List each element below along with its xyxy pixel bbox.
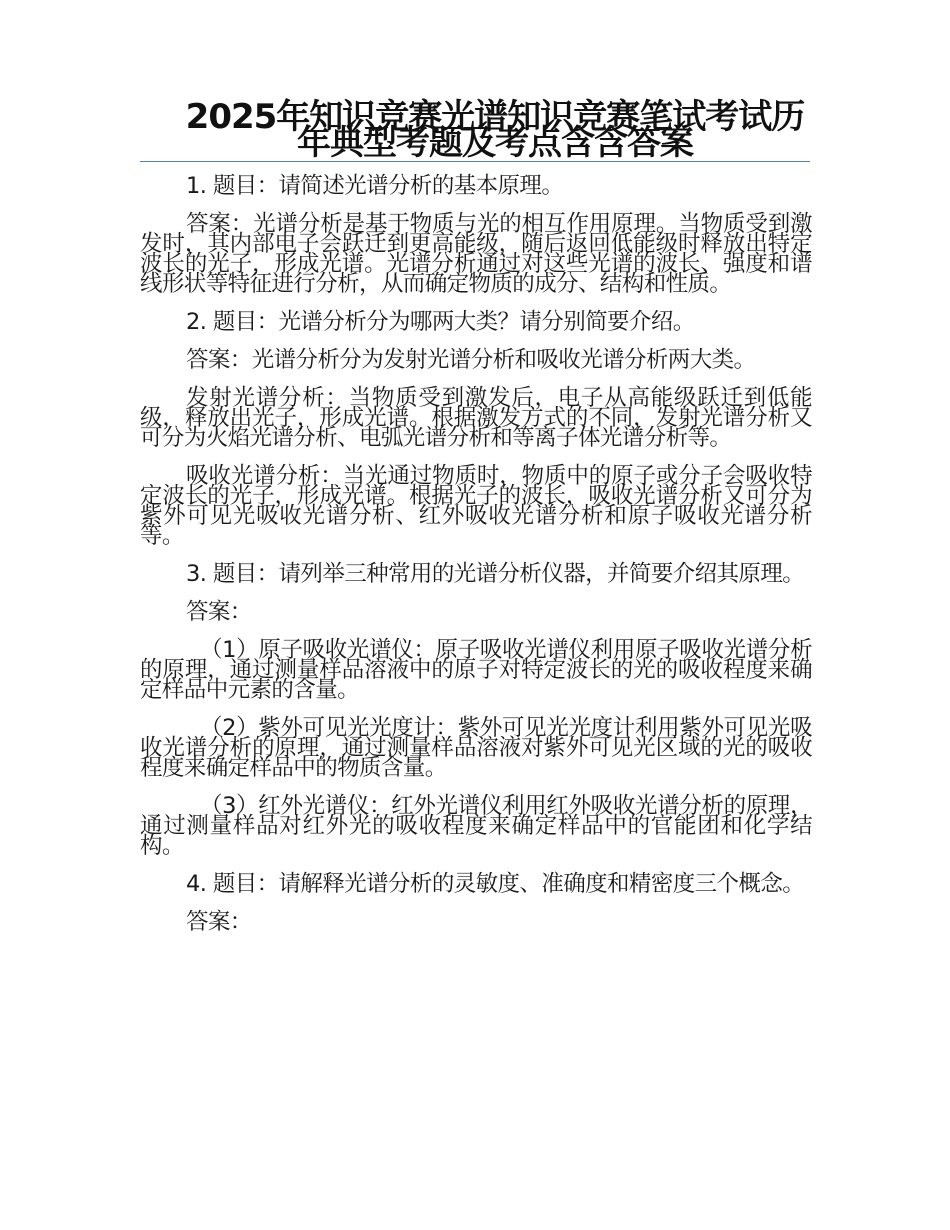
answer-3-item-2: （2）紫外可见光光度计：紫外可见光光度计利用紫外可见光吸收光谱分析的原理，通过测量样品溶液对紫外可见光区域的光的吸收程度来确定样品中的物质含量。	[140, 715, 812, 781]
document-body	[140, 173, 812, 950]
answer-3-item-3: （3）红外光谱仪：红外光谱仪利用红外吸收光谱分析的原理，通过测量样品对红外光的吸收程度来确定样品中的官能团和化学结构。	[140, 793, 812, 859]
answer-1: 答案：光谱分析是基于物质与光的相互作用原理。当物质受到激发时，其内部电子会跃迁到更高能级，随后返回低能级时释放出特定波长的光子，形成光谱。光谱分析通过对这些光谱的波长、强度和谱线形状等特征进行分析，从而确定物质的成分、结构和性质。	[140, 211, 812, 297]
answer-2-emission: 发射光谱分析：当物质受到激发后，电子从高能级跃迁到低能级，释放出光子，形成光谱。根据激发方式的不同，发射光谱分析又可分为火焰光谱分析、电弧光谱分析和等离子体光谱分析等。	[140, 385, 812, 451]
question-2: 2. 题目：光谱分析分为哪两大类？请分别简要介绍。	[186, 309, 695, 335]
answer-3-item-1: （1）原子吸收光谱仪：原子吸收光谱仪利用原子吸收光谱分析的原理，通过测量样品溶液中的原子对特定波长的光的吸收程度来确定样品中元素的含量。	[140, 637, 812, 703]
question-1: 1. 题目：请简述光谱分析的基本原理。	[186, 173, 564, 199]
question-3: 3. 题目：请列举三种常用的光谱分析仪器，并简要介绍其原理。	[186, 561, 805, 587]
answer-3-label: 答案：	[186, 599, 252, 625]
answer-2: 答案：光谱分析分为发射光谱分析和吸收光谱分析两大类。	[186, 347, 756, 373]
answer-2-absorption: 吸收光谱分析：当光通过物质时，物质中的原子或分子会吸收特定波长的光子，形成光谱。根据光子的波长，吸收光谱分析又可分为紫外可见光吸收光谱分析、红外吸收光谱分析和原子吸收光谱分析等。	[140, 463, 812, 549]
question-4: 4. 题目：请解释光谱分析的灵敏度、准确度和精密度三个概念。	[186, 871, 805, 897]
answer-4-label: 答案：	[186, 909, 252, 935]
document-title: 2025年知识竞赛光谱知识竞赛笔试考试历年典型考题及考点含含答案	[185, 97, 805, 163]
title-block	[140, 97, 810, 163]
title-underline	[140, 161, 810, 162]
